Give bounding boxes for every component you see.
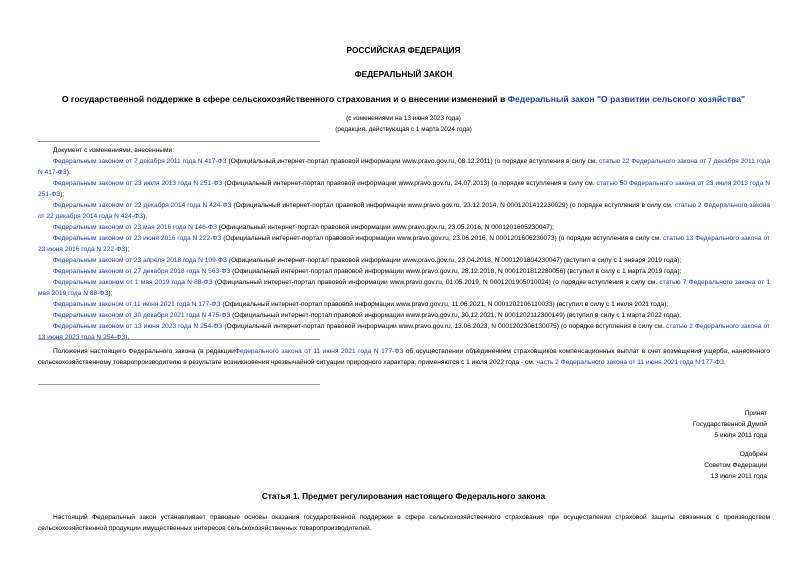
- title-text: О государственной поддержке в сфере сельскохозяйственного страхования и о внесении изменений в: [61, 94, 508, 104]
- accepted-label: Принят: [744, 410, 767, 417]
- amendment-law-link[interactable]: Федеральным законом от 1 мая 2019 года N 88-ФЗ: [53, 279, 213, 286]
- note-link-1[interactable]: Федерального закона от 11 июня 2021 года N 177-ФЗ: [234, 348, 404, 355]
- note-paragraph: [38, 346, 770, 368]
- edition-note: (редакция, действующая с 1 марта 2024 года): [335, 126, 472, 133]
- amendment-text: (Официальный интернет-портал правовой информации www.pravo.gov.ru, 08.12.2011) (о порядке вступления в силу см.: [226, 158, 600, 165]
- amendment-article-link[interactable]: статью 22 Федерального закона от 7 декабря 2011 года N 417-ФЗ: [38, 158, 770, 176]
- law-type-heading: ФЕДЕРАЛЬНЫЙ ЗАКОН: [354, 69, 453, 79]
- amendment-text: (Официальный интернет-портал правовой информации www.pravo.gov.ru, 28.12.2018, N 0001201812280056) (вступил в силу с 1 марта 2019 года);: [230, 268, 682, 275]
- amendment-item: [38, 266, 770, 277]
- note-text-2: об осуществлении объединением страховщиков компенсационных выплат в счет возмещения ущерба, нанесенного сельскохозяйственному товаропроизводителю в результате возникновения чрезвычайной ситуации природного характера, применяются с 1 июля 2022 года - см.: [38, 348, 770, 366]
- article-1-heading: Статья 1. Предмет регулирования настоящего Федерального закона: [261, 491, 546, 501]
- article-1-body: [38, 512, 770, 534]
- amendment-text: (Официальный интернет-портал правовой информации www.pravo.gov.ru, 30.12.2021, N 0001202112300149) (вступил в силу с 1 марта 2022 года);: [230, 312, 681, 319]
- amendment-text: (Официальный интернет-портал правовой информации www.pravo.gov.ru, 11.06.2021, N 0001202106110033) (вступил в силу с 1 июля 2021 года);: [220, 301, 669, 308]
- amendment-tail: );: [60, 191, 65, 198]
- country-heading: РОССИЙСКАЯ ФЕДЕРАЦИЯ: [346, 45, 461, 55]
- amendments-block: [38, 145, 770, 343]
- amendment-item: [38, 222, 770, 233]
- amendments-intro: Документ с изменениями, внесенными:: [53, 147, 175, 154]
- amendment-law-link[interactable]: Федеральным законом от 23 июня 2016 года N 222-ФЗ: [53, 235, 222, 242]
- note-tail: .: [723, 359, 726, 366]
- amendment-law-link[interactable]: Федеральным законом от 23 мая 2016 года N 146-ФЗ: [53, 224, 217, 231]
- amendment-item: [38, 156, 770, 178]
- council-label: Советом Федерации: [704, 462, 767, 469]
- amendment-article-link[interactable]: статью 2 Федерального закона от 22 декабря 2014 года N 424-ФЗ: [38, 202, 771, 220]
- amendment-tail: );: [66, 169, 71, 176]
- amendment-tail: );: [125, 246, 130, 253]
- amendment-item: [38, 299, 770, 310]
- article-1-text: Настоящий Федеральный закон устанавливает правовые основы оказания государственной поддержки в сфере сельскохозяйственного страхования при осуществлении страховой защиты связанных с производством сельскохозяйственной продукции имущественных интересов сельскохозяйственных товаропроизводителей.: [38, 514, 770, 532]
- amendment-law-link[interactable]: Федеральным законом от 22 декабря 2014 года N 424-ФЗ: [53, 202, 232, 209]
- amendment-law-link[interactable]: Федеральным законом от 11 июня 2021 года N 177-ФЗ: [53, 301, 221, 308]
- approved-label: Одобрен: [739, 451, 767, 458]
- amendment-law-link[interactable]: Федеральным законом от 23 апреля 2018 года N 109-ФЗ: [53, 257, 227, 264]
- amendment-item: [38, 310, 770, 321]
- duma-date: 5 июля 2011 года: [714, 432, 767, 439]
- amendment-text: (Официальный интернет-портал правовой информации www.pravo.gov.ru, 13.06.2023, N 0001202306130075) (о порядке вступления в силу см.: [222, 323, 667, 330]
- divider-top: [38, 141, 320, 142]
- divider-bottom: [38, 384, 320, 385]
- amendment-text: (Официальный интернет-портал правовой информации www.pravo.gov.ru, 23.04.2018, N 0001201804230047) (вступил в силу с 1 января 2019 года);: [226, 257, 682, 264]
- amendment-text: (Официальный интернет-портал правовой информации www.pravo.gov.ru, 23.12.2014, N 0001201412230029) (о порядке вступления в силу см.: [231, 202, 675, 209]
- amendment-article-link[interactable]: статью 13 Федерального закона от 23 июня 2016 года N 222-ФЗ: [38, 235, 770, 253]
- amendment-item: [38, 255, 770, 266]
- amendment-law-link[interactable]: Федеральным законом от 13 июня 2023 года N 254-ФЗ: [53, 323, 223, 330]
- amendment-text: (Официальный интернет-портал правовой информации www.pravo.gov.ru, 23.06.2016, N 0001201606230073) (о порядке вступления в силу см.: [221, 235, 663, 242]
- amendment-article-link[interactable]: статью 2 Федерального закона от 13 июня 2023 года N 254-ФЗ: [38, 323, 771, 341]
- amendment-law-link[interactable]: Федеральным законом от 7 декабря 2011 года N 417-ФЗ: [53, 158, 227, 165]
- amendment-item: [38, 178, 770, 200]
- amendment-text: (Официальный интернет-портал правовой информации www.pravo.gov.ru, 01.05.2019, N 0001201905010024) (о порядке вступления в силу см.: [212, 279, 660, 286]
- changes-note: (с изменениями на 13 июня 2023 года): [346, 115, 461, 122]
- amendment-text: (Официальный интернет-портал правовой информации www.pravo.gov.ru, 24.07.2013) (о порядке вступления в силу см.: [222, 180, 597, 187]
- amendment-item: [38, 277, 770, 299]
- note-text-1: Положения настоящего Федерального закона (в редакции: [53, 348, 235, 355]
- council-date: 13 июля 2011 года: [710, 473, 767, 480]
- amendment-article-link[interactable]: статью 50 Федерального закона от 23 июля 2013 года N 251-ФЗ: [38, 180, 770, 198]
- note-link-2[interactable]: часть 2 Федерального закона от 11 июня 2021 года N 177-ФЗ: [536, 359, 724, 366]
- amendment-law-link[interactable]: Федеральным законом от 30 декабря 2021 года N 475-ФЗ: [53, 312, 231, 319]
- amendment-tail: ).: [125, 334, 130, 341]
- amendment-tail: );: [108, 290, 113, 297]
- amendments-list: [38, 156, 770, 343]
- amendment-tail: );: [142, 213, 147, 220]
- title-link[interactable]: Федеральный закон "О развитии сельского хозяйства": [507, 94, 746, 104]
- amendment-text: (Официальный интернет-портал правовой информации www.pravo.gov.ru, 23.05.2016, N 0001201605230047);: [216, 224, 554, 231]
- divider-middle: [38, 339, 320, 340]
- document-title: [0, 94, 807, 105]
- duma-label: Государственной Думой: [693, 421, 767, 428]
- amendment-item: [38, 233, 770, 255]
- amendment-law-link[interactable]: Федеральным законом от 27 декабря 2018 года N 563-ФЗ: [53, 268, 231, 275]
- amendment-article-link[interactable]: статью 7 Федерального закона от 1 мая 2019 года N 88-ФЗ: [38, 279, 770, 297]
- note-block: [38, 346, 770, 368]
- adoption-duma: [567, 408, 767, 441]
- adoption-council: [567, 449, 767, 482]
- amendment-item: [38, 200, 770, 222]
- amendment-law-link[interactable]: Федеральным законом от 23 июля 2013 года N 251-ФЗ: [53, 180, 223, 187]
